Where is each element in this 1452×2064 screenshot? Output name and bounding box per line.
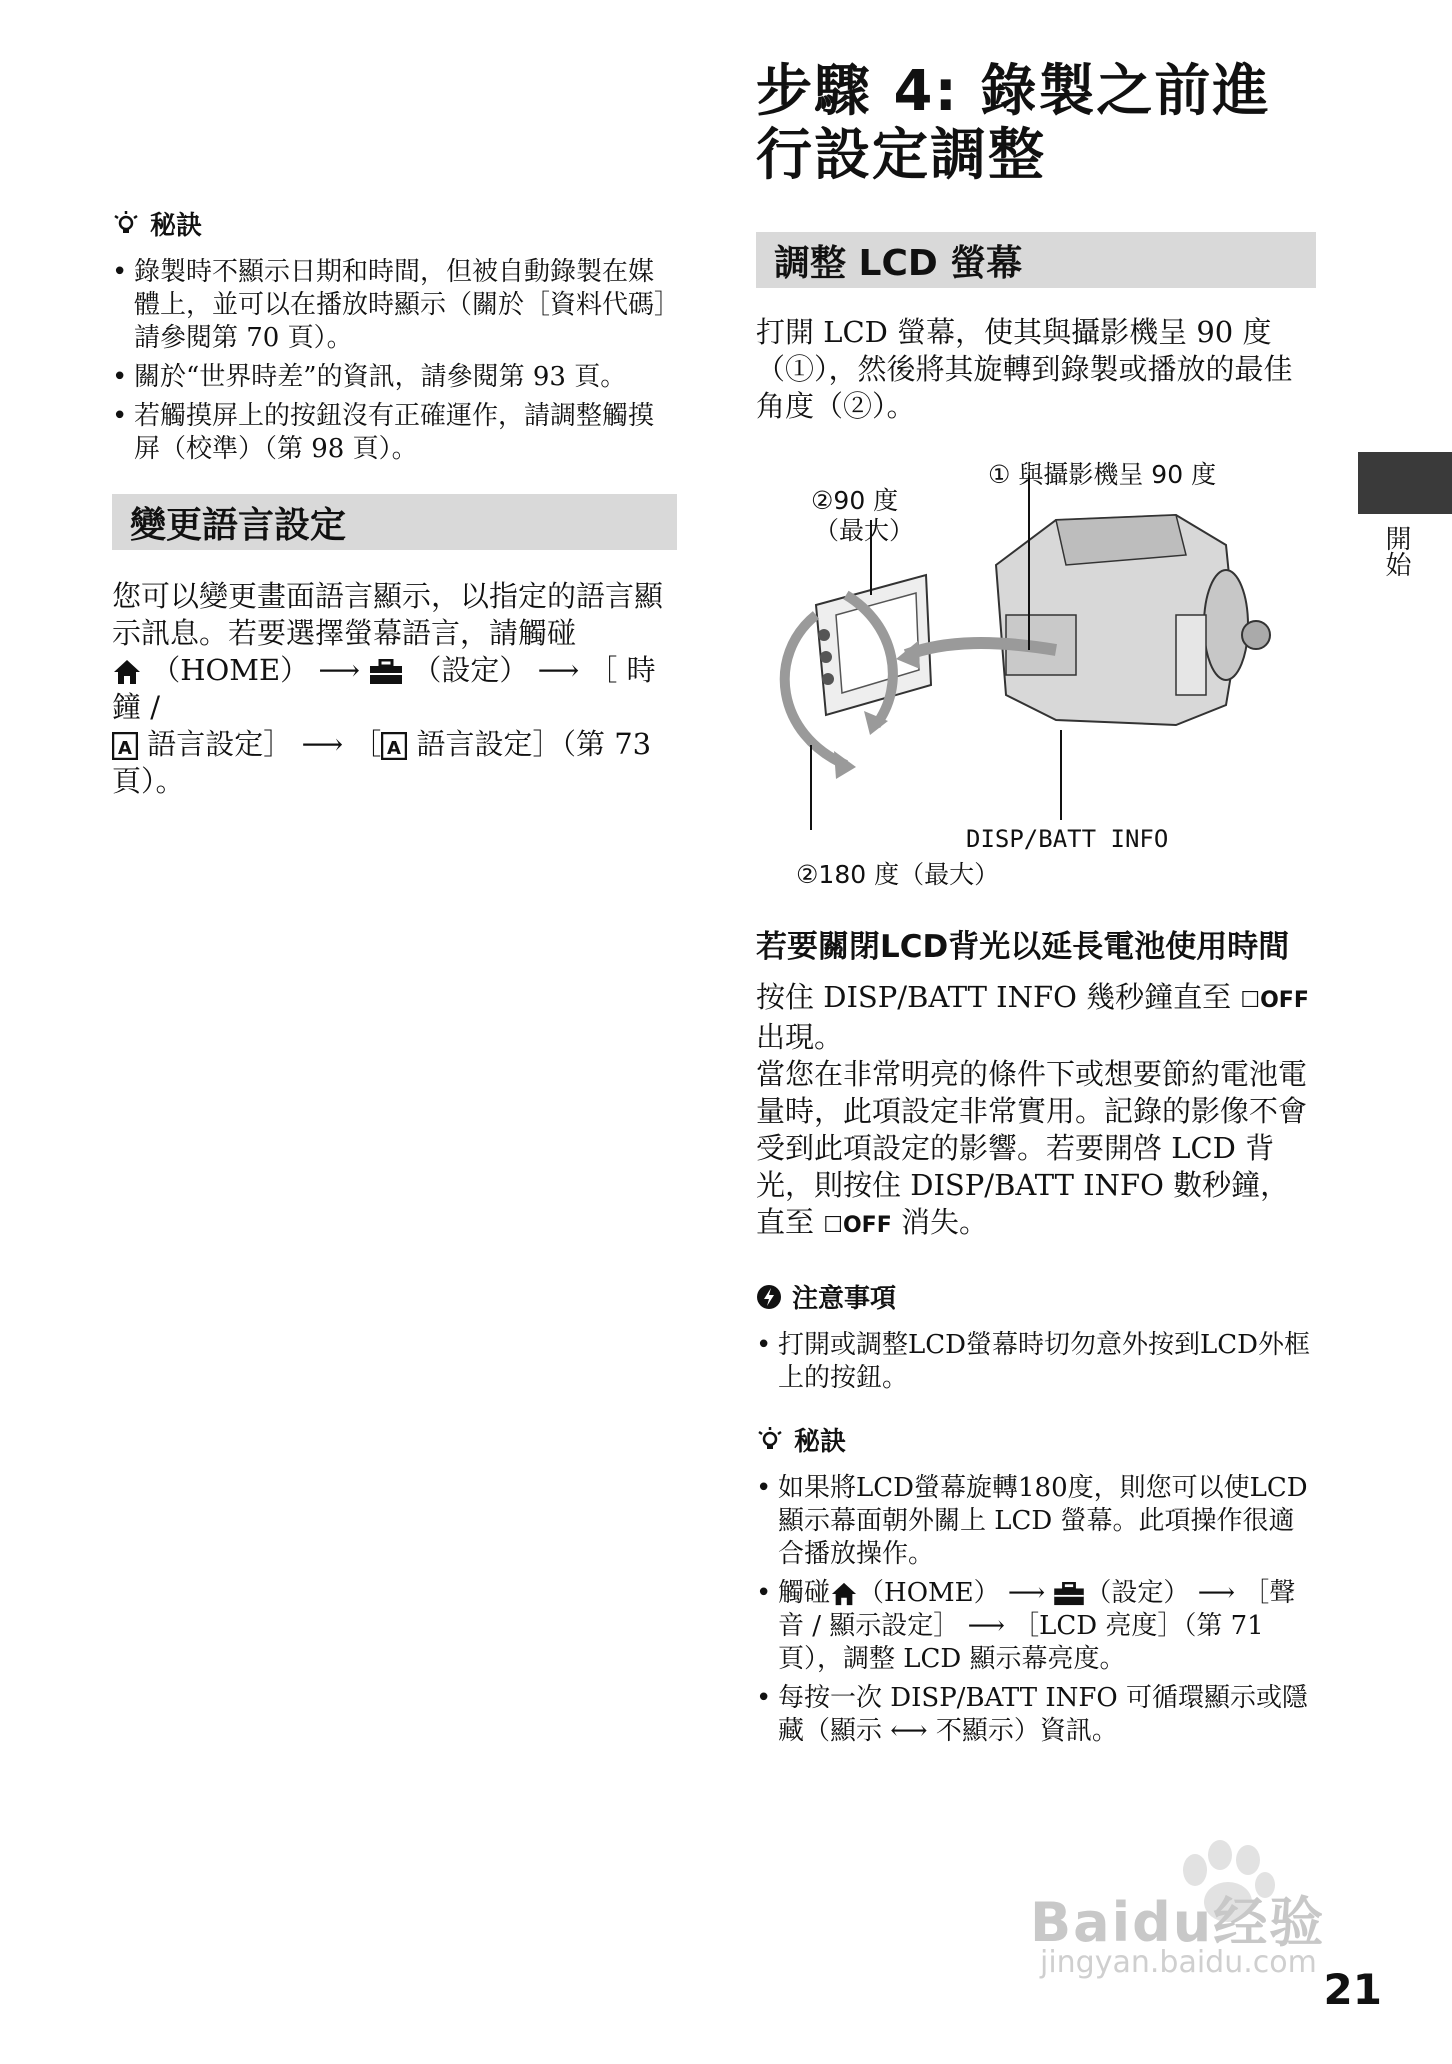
language-setting-label: 語言設定］ <box>147 727 293 761</box>
tip-text: 觸碰 <box>778 1578 831 1608</box>
svg-text:A: A <box>118 738 132 759</box>
figure-label-90-max: ②90 度 <box>811 486 899 515</box>
settings-label: （設定） <box>1085 1578 1190 1608</box>
bracket-label: ［ <box>352 727 382 761</box>
camcorder-figure <box>756 445 1316 889</box>
backlight-off-icon: ☐OFF <box>1240 988 1309 1013</box>
list-item: • 若觸摸屏上的按鈕沒有正確運作，請調整觸摸屏（校準）（第 98 頁）。 <box>112 400 677 466</box>
lcd-brightness-label: ［LCD 亮度］（第 71 頁），調整 LCD 顯示幕亮度。 <box>778 1611 1264 1674</box>
page-number: 21 <box>1323 1965 1382 2014</box>
figure-label-90: ① 與攝影機呈 90 度 <box>988 460 1217 489</box>
arrow-right-icon: ⟶ <box>1007 1578 1046 1608</box>
page-title: 步驟 4: 錄製之前進行設定調整 <box>756 59 1271 188</box>
tips-heading-label: 秘訣 <box>150 211 203 241</box>
backlight-text: 按住 DISP/BATT INFO 幾秒鐘直至 <box>756 980 1232 1014</box>
figure-label-max: （最大） <box>814 516 915 545</box>
list-item: • 關於“世界時差”的資訊，請參閱第 93 頁。 <box>112 361 677 394</box>
backlight-text: 出現。 <box>756 1020 844 1054</box>
language-icon <box>381 732 407 760</box>
tips-heading <box>756 1421 1316 1458</box>
language-section-heading <box>112 494 677 550</box>
lightbulb-icon <box>112 210 140 238</box>
lcd-heading-label: 調整 LCD 螢幕 <box>774 242 1023 284</box>
arrow-right-icon: ⟶ <box>1197 1578 1235 1608</box>
svg-text:A: A <box>387 738 402 759</box>
tip-text: 不顯示）資訊。 <box>935 1716 1118 1746</box>
home-label: （HOME） <box>151 653 310 687</box>
left-column <box>112 205 677 800</box>
tips-list <box>756 1472 1316 1748</box>
settings-label: （設定） <box>412 653 529 687</box>
arrow-right-icon: ⟶ <box>318 653 360 687</box>
tips-list <box>112 256 677 466</box>
list-item <box>756 1682 1316 1748</box>
home-icon <box>830 1581 858 1607</box>
arrow-right-icon: ⟶ <box>967 1611 1005 1641</box>
backlight-text: 消失。 <box>900 1205 988 1239</box>
caution-icon <box>756 1284 782 1310</box>
tips-heading <box>112 205 677 242</box>
list-item: • 打開或調整LCD螢幕時切勿意外按到LCD外框上的按鈕。 <box>756 1329 1316 1395</box>
language-icon <box>112 732 138 760</box>
language-paragraph <box>112 578 677 800</box>
clock-label: ［ 時鐘 / <box>112 653 656 724</box>
backlight-text: 當您在非常明亮的條件下或想要節約電池電量時，此項設定非常實用。記錄的影像不會受到此項設定的影響。若要開啓 LCD 背光，則按住 DISP/BATT INFO 數秒鐘，直至 <box>756 1057 1308 1239</box>
side-tab-label: 開始 <box>1381 525 1411 577</box>
arrow-right-icon: ⟶ <box>301 727 344 761</box>
list-item <box>756 1577 1316 1676</box>
caution-heading-label: 注意事項 <box>792 1284 897 1314</box>
list-item: • 錄製時不顯示日期和時間，但被自動錄製在媒體上，並可以在播放時顯示（關於［資料代碼］請參閱第 70 頁）。 <box>112 256 677 355</box>
language-heading-label: 變更語言設定 <box>130 504 347 546</box>
home-label: （HOME） <box>858 1578 1000 1608</box>
arrow-right-icon: ⟶ <box>537 653 580 687</box>
caution-list <box>756 1329 1316 1395</box>
sound-display-label: ［聲音 / 顯示設定］ <box>778 1578 1296 1641</box>
caution-heading <box>756 1278 1316 1315</box>
lightbulb-icon <box>756 1426 784 1454</box>
home-icon <box>112 658 142 686</box>
lcd-paragraph: 打開 LCD 螢幕，使其與攝影機呈 90 度（①），然後將其旋轉到錄製或播放的最佳角度（②）。 <box>756 315 1293 423</box>
language-setting-label: 語言設定］（第 73 頁）。 <box>112 727 652 798</box>
toolbox-icon <box>369 659 403 685</box>
lcd-section-heading <box>756 232 1316 288</box>
backlight-heading: 若要關閉LCD背光以延長電池使用時間 <box>756 929 1290 965</box>
figure-label-180: ②180 度（最大） <box>796 860 1000 889</box>
backlight-off-icon: ☐OFF <box>823 1213 892 1238</box>
watermark-brand: Baidu经验 <box>1030 1891 1326 1954</box>
watermark-url: jingyan.baidu.com <box>1040 1945 1317 1980</box>
toolbox-icon <box>1053 1582 1085 1606</box>
list-item: • 如果將LCD螢幕旋轉180度，則您可以使LCD顯示幕面朝外關上 LCD 螢幕。此項操作很適合播放操作。 <box>756 1472 1316 1571</box>
double-arrow-icon: ⟷ <box>890 1716 928 1746</box>
backlight-paragraph <box>756 979 1316 1244</box>
tips-heading-label: 秘訣 <box>794 1427 847 1457</box>
tip-text: 每按一次 DISP/BATT INFO 可循環顯示或隱藏（顯示 <box>778 1683 1308 1746</box>
figure-label-disp-batt: DISP/BATT INFO <box>966 825 1169 853</box>
right-column <box>756 60 1316 1754</box>
side-tab <box>1358 452 1452 514</box>
language-body-text: 您可以變更畫面語言顯示，以指定的語言顯示訊息。若要選擇螢幕語言，請觸碰 <box>112 579 664 650</box>
